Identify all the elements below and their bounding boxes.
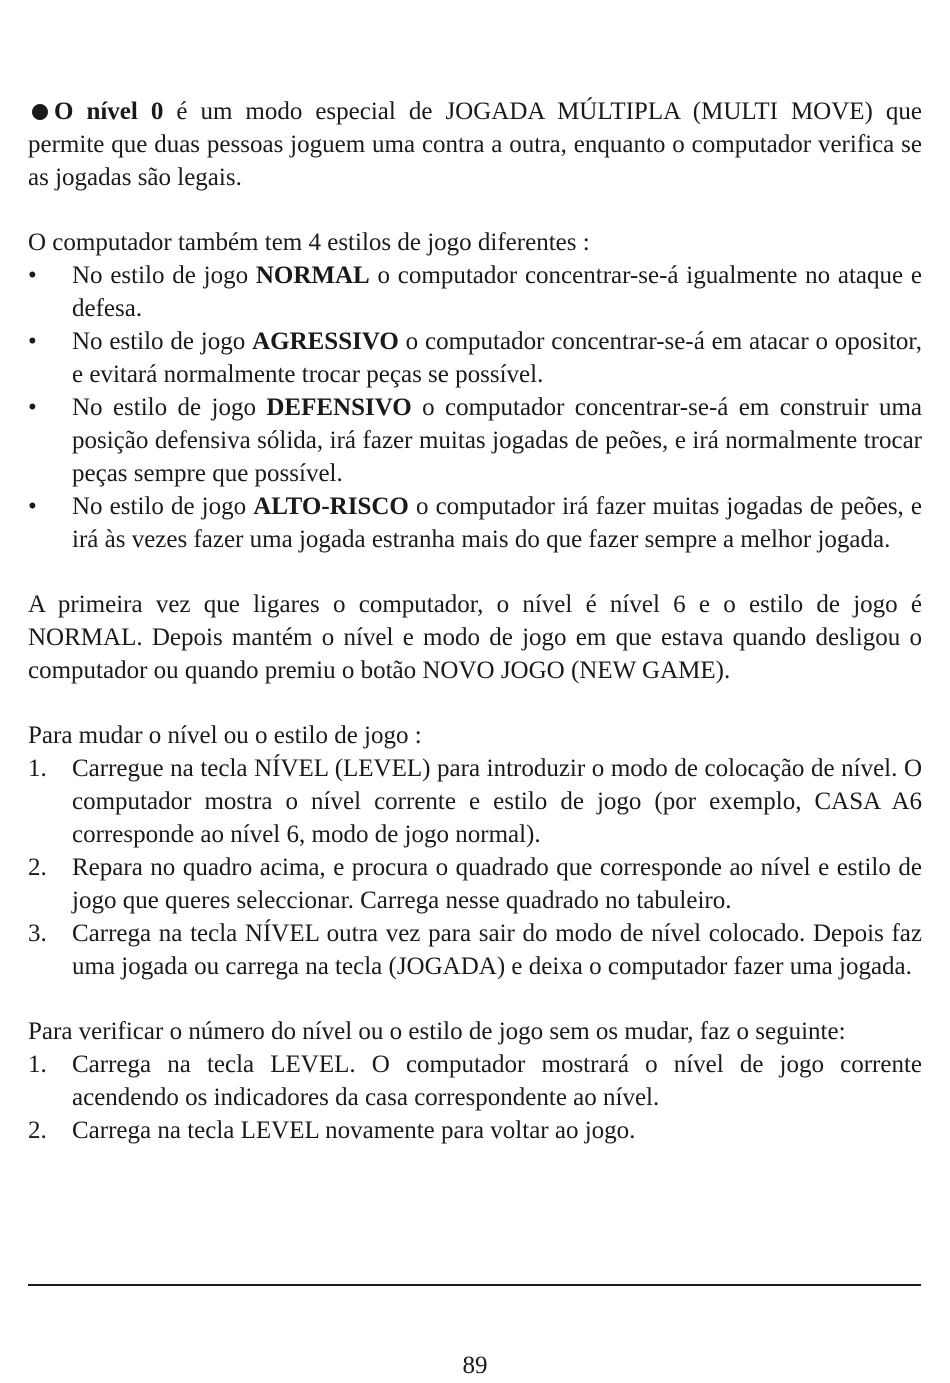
- bullet-icon: •: [28, 493, 37, 520]
- style-item-text: No estilo de jogo ALTO-RISCO o computador irá fazer muitas jogadas de peões, e irá às vezes fazer uma jogada estranha mais do que fazer sempre a melhor jogada.: [72, 493, 923, 553]
- intro-text: é um modo especial de JOGADA MÚLTIPLA (MULTI MOVE) que permite que duas pessoas joguem uma contra a outra, enquanto o computador verifica se as jogadas são legais.: [28, 98, 922, 191]
- style-item-defensivo: [28, 391, 922, 490]
- step-text: Carrega na tecla LEVEL novamente para voltar ao jogo.: [72, 1117, 636, 1144]
- step-number: 1.: [28, 755, 47, 782]
- step-text: Repara no quadro acima, e procura o quadrado que corresponde ao nível e estilo de jogo que queres seleccionar. Carrega nesse quadrado no tabuleiro.: [72, 854, 922, 914]
- step-text: Carrega na tecla NÍVEL outra vez para sair do modo de nível colocado. Depois faz uma jogada ou carrega na tecla (JOGADA) e deixa o computador fazer uma jogada.: [72, 920, 922, 980]
- style-item-text: No estilo de jogo DEFENSIVO o computador concentrar-se-á em construir uma posição defensiva sólida, irá fazer muitas jogadas de peões, e irá normalmente trocar peças sempre que possível.: [72, 394, 922, 487]
- style-item-text: No estilo de jogo NORMAL o computador concentrar-se-á igualmente no ataque e defesa.: [72, 262, 922, 322]
- step-text: Carrega na tecla LEVEL. O computador mostrará o nível de jogo corrente acendendo os indicadores da casa correspondente ao nível.: [72, 1051, 922, 1111]
- bullet-dot-icon: [32, 104, 48, 120]
- step-text: Carregue na tecla NÍVEL (LEVEL) para introduzir o modo de colocação de nível. O computador mostra o nível corrente e estilo de jogo (por exemplo, CASA A6 corresponde ao nível 6, modo de jogo normal).: [72, 755, 922, 848]
- change-step: [28, 851, 922, 917]
- step-number: 1.: [28, 1051, 47, 1078]
- style-item-normal: [28, 259, 922, 325]
- intro-bold: O nível 0: [54, 98, 164, 125]
- style-item-alto-risco: [28, 490, 922, 556]
- style-item-agressivo: [28, 325, 922, 391]
- change-step: [28, 917, 922, 983]
- step-number: 2.: [28, 1117, 47, 1144]
- verify-heading: Para verificar o número do nível ou o estilo de jogo sem os mudar, faz o seguinte:: [28, 1018, 846, 1045]
- change-heading: Para mudar o nível ou o estilo de jogo :: [28, 722, 422, 749]
- intro-paragraph: [28, 95, 922, 194]
- bullet-icon: •: [28, 262, 37, 289]
- verify-step: [28, 1048, 922, 1114]
- styles-heading: O computador também tem 4 estilos de jogo diferentes :: [28, 229, 590, 256]
- step-number: 2.: [28, 854, 47, 881]
- bullet-icon: •: [28, 394, 37, 421]
- verify-step: [28, 1114, 922, 1147]
- footer-rule: [28, 1284, 921, 1286]
- page-body: [28, 95, 922, 1147]
- style-item-text: No estilo de jogo AGRESSIVO o computador concentrar-se-á em atacar o opositor, e evitará normalmente trocar peças se possível.: [72, 328, 922, 388]
- step-number: 3.: [28, 920, 47, 947]
- page-number: 89: [462, 1352, 488, 1379]
- first-time-paragraph: A primeira vez que ligares o computador, o nível é nível 6 e o estilo de jogo é NORMAL. Depois mantém o nível e modo de jogo em que estava quando desligou o computador ou quando premiu o botão NOVO JOGO (NEW GAME).: [28, 591, 922, 684]
- change-step: [28, 752, 922, 851]
- bullet-icon: •: [28, 328, 37, 355]
